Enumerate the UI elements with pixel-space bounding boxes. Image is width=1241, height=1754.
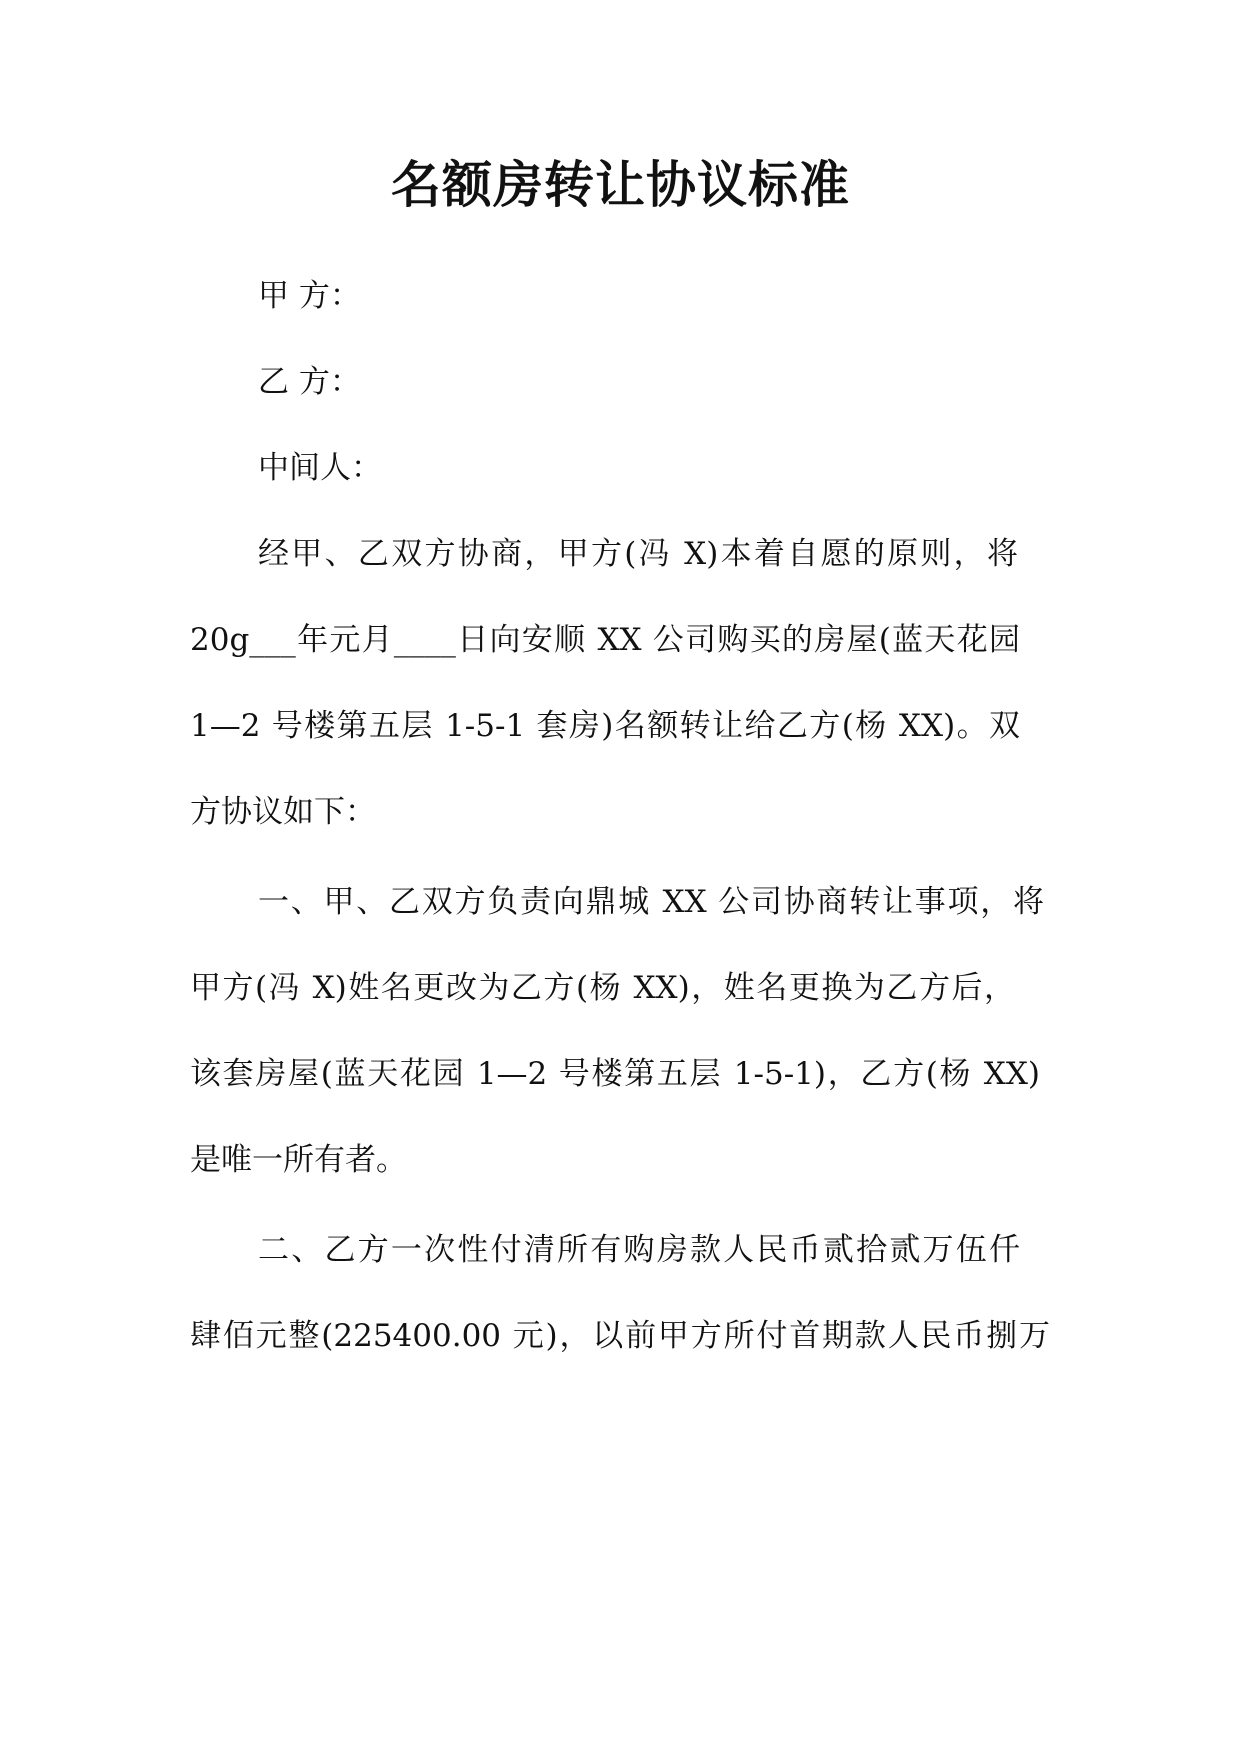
paragraph-line: 该套房屋(蓝天花园 1—2 号楼第五层 1-5-1)，乙方(杨 XX) [190,1056,1040,1092]
paragraph-line: 是唯一所有者。 [190,1142,407,1178]
paragraph-line: 20g___年元月____日向安顺 XX 公司购买的房屋(蓝天花园 [190,622,1020,658]
paragraph-line: 二、乙方一次性付清所有购房款人民币贰拾贰万伍仟 [258,1232,1020,1268]
paragraph-line: 一、甲、乙双方负责向鼎城 XX 公司协商转让事项，将 [258,884,1044,920]
paragraph-line: 1—2 号楼第五层 1-5-1 套房)名额转让给乙方(杨 XX)。双 [190,708,1020,744]
party-a-field: 甲 方： [258,278,361,314]
intermediary-field: 中间人： [258,450,382,486]
paragraph-line: 方协议如下： [190,794,376,830]
paragraph-line: 肆佰元整(225400.00 元)，以前甲方所付首期款人民币捌万 [190,1318,1050,1354]
paragraph-line: 甲方(冯 X)姓名更改为乙方(杨 XX)，姓名更换为乙方后， [190,970,1015,1006]
document-title: 名额房转让协议标准 [391,156,850,214]
paragraph-line: 经甲、乙双方协商，甲方(冯 X)本着自愿的原则，将 [258,536,1018,572]
party-b-field: 乙 方： [258,364,361,400]
